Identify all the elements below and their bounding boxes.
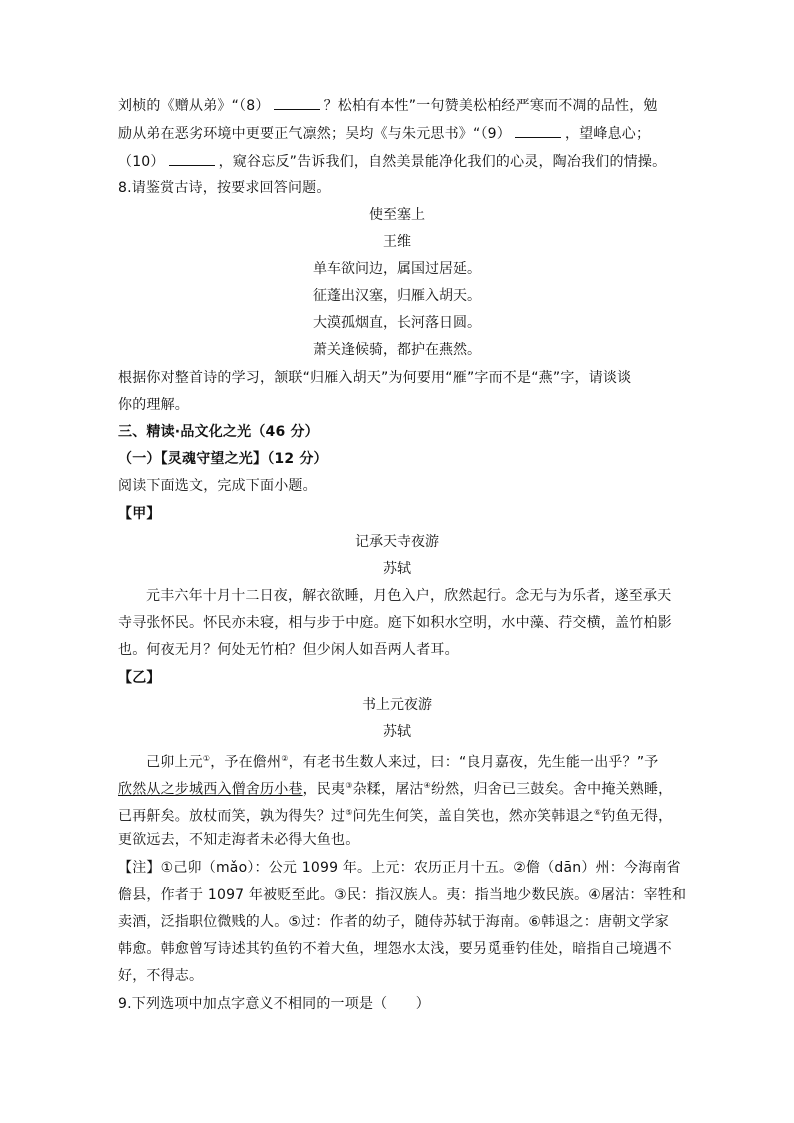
text: ，望峰息心； xyxy=(564,126,651,142)
text: ？松柏有本性”一句赞美松柏经严寒而不凋的品性，勉 xyxy=(323,98,658,114)
passage-author: 苏轼 xyxy=(383,724,411,740)
text: ，窥谷忘反”告诉我们，自然美景能净化我们的心灵，陶冶我们的情操。 xyxy=(218,154,667,170)
poem-author: 王维 xyxy=(383,234,411,250)
note-line: 好，不得志。 xyxy=(118,968,204,984)
note-line: 儋县，作者于 1097 年被贬至此。③民：指汉族人。夷：指当地少数民族。④屠沽：宰牲和 xyxy=(118,887,687,903)
passage-label-jia: 【甲】 xyxy=(118,506,161,522)
text: 刘桢的《赠从弟》“（8） xyxy=(118,98,270,114)
review-line-1 xyxy=(118,95,658,116)
note-marker: ④ xyxy=(423,781,431,790)
question-9-stem: 9.下列选项中加点字意义不相同的一项是（ ） xyxy=(118,996,430,1012)
passage-title: 书上元夜游 xyxy=(362,697,432,713)
text: 问先生何笑，盖自笑也，然亦笑韩退之 xyxy=(352,808,594,825)
note-marker: ③ xyxy=(345,781,353,790)
text: （10） xyxy=(118,154,165,170)
passage-title: 记承天寺夜游 xyxy=(355,534,439,550)
passage-line xyxy=(118,776,672,800)
passage-author: 苏轼 xyxy=(383,561,411,577)
text: 己卯上元 xyxy=(146,754,203,771)
note-marker: ⑤ xyxy=(345,808,353,817)
passage-line xyxy=(146,749,658,773)
answer-blank-10[interactable] xyxy=(169,151,215,166)
answer-blank-9[interactable] xyxy=(515,123,561,138)
review-line-2 xyxy=(118,123,650,144)
text: ，民夷 xyxy=(302,781,346,798)
passage-line: 寺寻张怀民。怀民亦未寝，相与步于中庭。庭下如积水空明，水中藻、荇交横，盖竹柏影 xyxy=(118,615,672,631)
question-8-text: 根据你对整首诗的学习，颔联“归雁入胡天”为何要用“雁”字而不是“燕”字，请谈谈 xyxy=(118,370,632,386)
underlined-text: 欣然从之步城西入僧舍历小巷 xyxy=(118,781,303,798)
question-8-stem: 8.请鉴赏古诗，按要求回答问题。 xyxy=(118,180,331,196)
text: 钓鱼无得， xyxy=(601,808,673,825)
reading-instruction: 阅读下面选文，完成下面小题。 xyxy=(118,478,317,494)
poem-line: 单车欲问边，属国过居延。 xyxy=(313,261,481,277)
passage-line: 元丰六年十月十二日夜，解衣欲睡，月色入户，欣然起行。念无与为乐者，遂至承天 xyxy=(146,588,672,604)
answer-blank-8[interactable] xyxy=(274,95,320,110)
poem-line: 萧关逢候骑，都护在燕然。 xyxy=(313,342,481,358)
poem-line: 大漠孤烟直，长河落日圆。 xyxy=(313,315,481,331)
passage-line xyxy=(118,803,672,827)
passage-line: 更欲远去，不知走海者未必得大鱼也。 xyxy=(118,832,360,848)
note-marker: ⑥ xyxy=(593,808,602,817)
note-marker: ① xyxy=(202,754,211,763)
passage-label-yi: 【乙】 xyxy=(118,670,161,686)
section-heading: 三、精读·品文化之光（46 分） xyxy=(118,424,319,440)
poem-line: 征蓬出汉塞，归雁入胡天。 xyxy=(313,288,481,304)
text: ，有老书生数人来过，曰：“良月嘉夜，先生能一出乎？”予 xyxy=(288,754,659,771)
question-8-text: 你的理解。 xyxy=(118,397,189,413)
text: 已再鼾矣。放杖而笑，孰为得失？过 xyxy=(118,808,346,825)
text: 纷然，归舍已三鼓矣。舍中掩关熟睡， xyxy=(430,781,673,798)
note-line: 卖酒，泛指职位微贱的人。⑤过：作者的幼子，随侍苏轼于海南。⑥韩退之：唐朝文学家 xyxy=(118,914,669,930)
note-line: 【注】①己卯（mǎo）：公元 1099 年。上元：农历正月十五。②儋（dān）州：今海南省 xyxy=(118,860,681,876)
passage-line: 也。何夜无月？何处无竹柏？但少闲人如吾两人者耳。 xyxy=(118,642,459,658)
poem-title: 使至塞上 xyxy=(369,207,425,223)
review-line-3 xyxy=(118,151,666,172)
text: ，予在儋州 xyxy=(210,754,282,771)
text: 杂糅，屠沽 xyxy=(352,781,424,798)
subsection-heading: （一）【灵魂守望之光】（12 分） xyxy=(118,451,328,467)
text: 励从弟在恶劣环境中更要正气凛然；吴均《与朱元思书》“（9） xyxy=(118,126,511,142)
note-line: 韩愈。韩愈曾写诗述其钓鱼钓不着大鱼，埋怨水太浅，要另觅垂钓佳处，暗指自己境遇不 xyxy=(118,941,672,957)
note-marker: ② xyxy=(281,754,289,763)
